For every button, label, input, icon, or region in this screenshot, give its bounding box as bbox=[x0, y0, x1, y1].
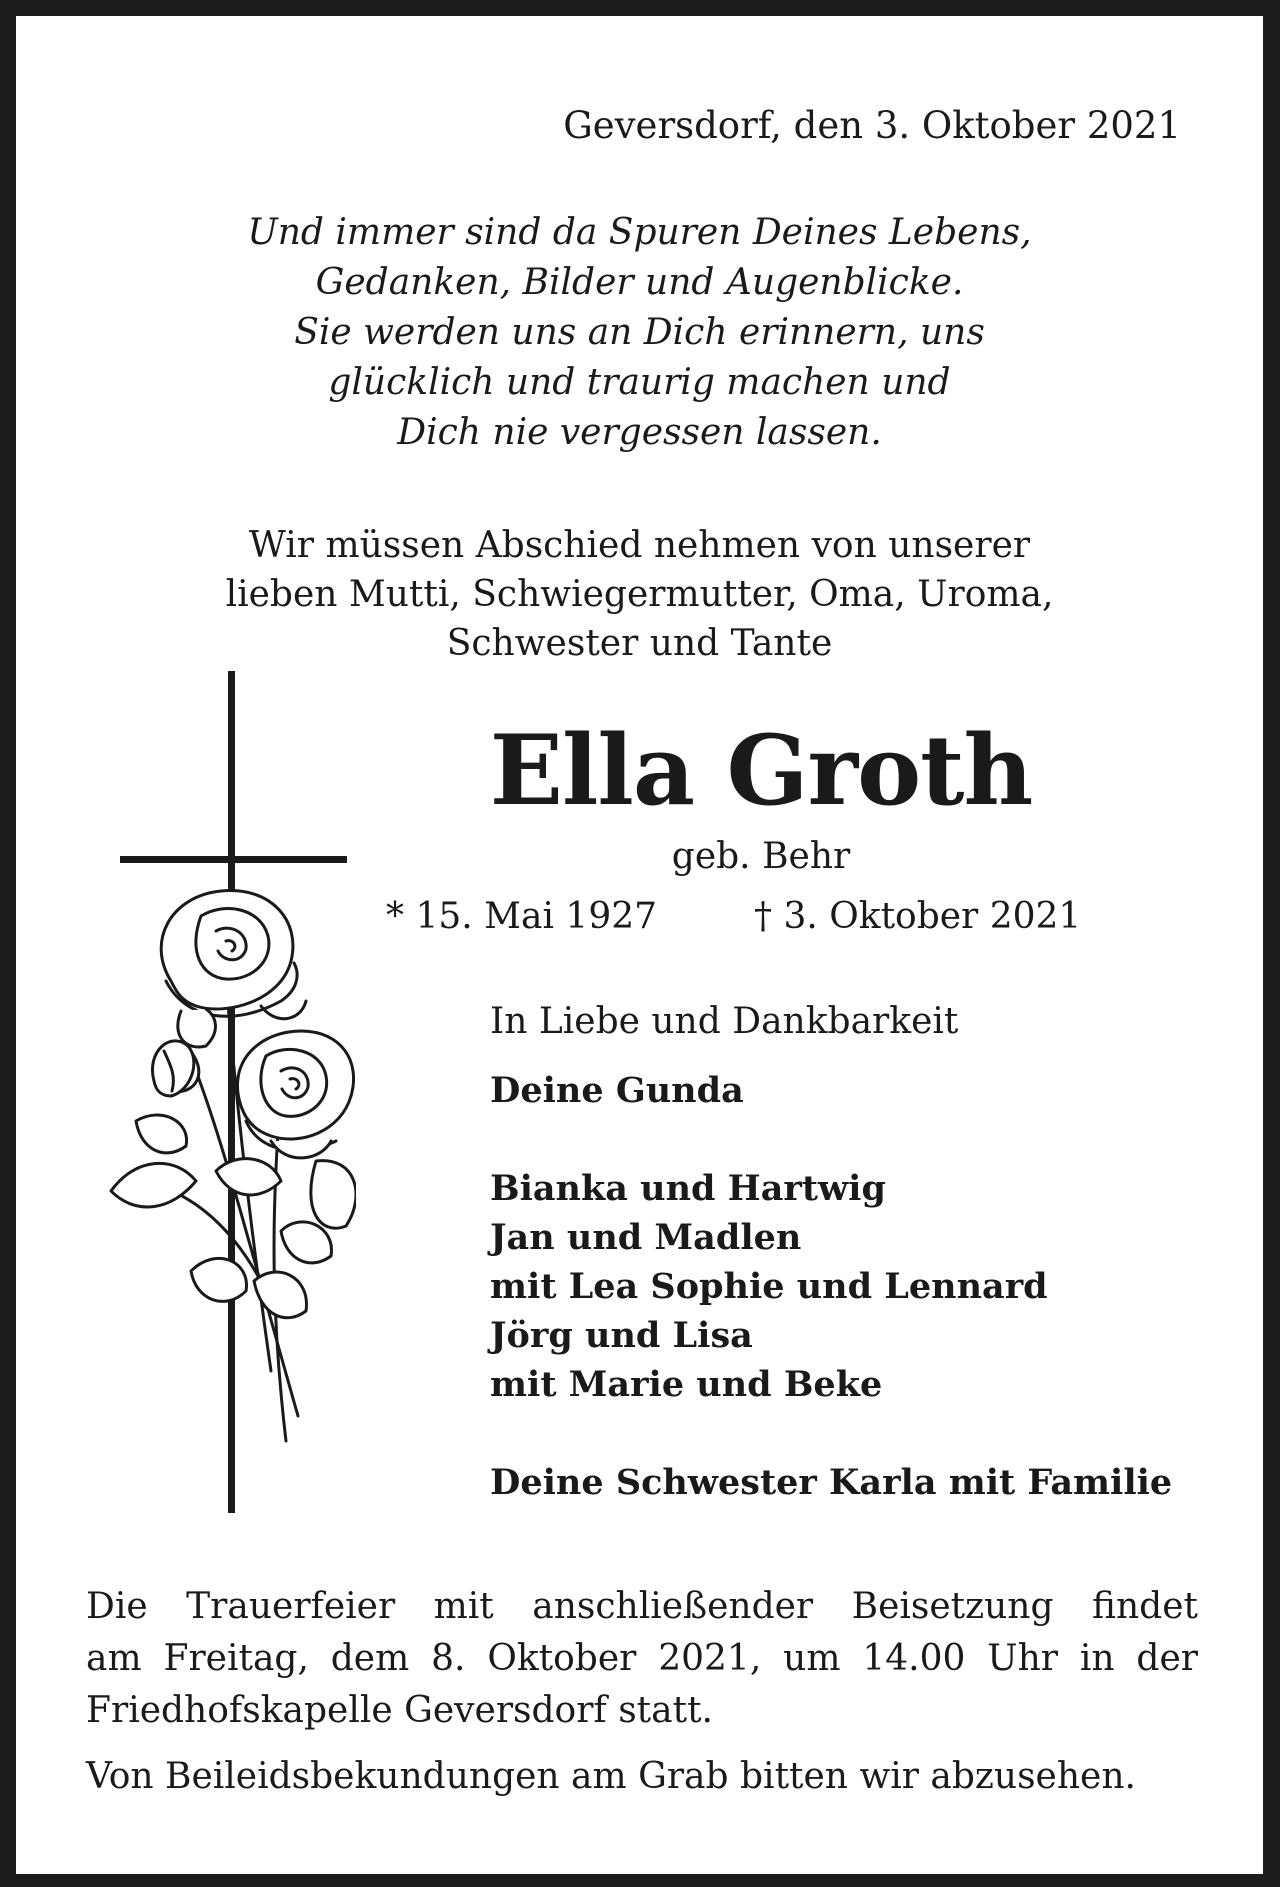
poem-line: Dich nie vergessen lassen. bbox=[397, 412, 882, 453]
poem-line: Und immer sind da Spuren Deines Lebens, bbox=[247, 212, 1032, 253]
farewell-text bbox=[16, 521, 1263, 668]
funeral-service-info bbox=[86, 1581, 1198, 1737]
service-line: Die Trauerfeier mit anschließender Beisetzung findet bbox=[86, 1586, 1198, 1627]
love-line: In Liebe und Dankbarkeit bbox=[490, 1001, 959, 1042]
mourner: Jan und Madlen bbox=[490, 1217, 802, 1258]
mourner: Bianka und Hartwig bbox=[490, 1168, 886, 1209]
mourner: mit Lea Sophie und Lennard bbox=[490, 1266, 1048, 1307]
service-line: Friedhofskapelle Geversdorf statt. bbox=[86, 1690, 713, 1731]
place-date: Geversdorf, den 3. Oktober 2021 bbox=[563, 104, 1181, 147]
obituary-notice bbox=[16, 16, 1263, 1874]
birth-date: * 15. Mai 1927 bbox=[386, 896, 658, 937]
condolence-note: Von Beileidsbekundungen am Grab bitten wir abzusehen. bbox=[86, 1756, 1136, 1797]
poem-line: Gedanken, Bilder und Augenblicke. bbox=[315, 262, 964, 303]
mourner: Jörg und Lisa bbox=[490, 1315, 753, 1356]
farewell-line: Wir müssen Abschied nehmen von unserer bbox=[248, 525, 1031, 566]
mourners-list bbox=[490, 1066, 1172, 1507]
maiden-name: geb. Behr bbox=[671, 836, 851, 877]
deceased-name: Ella Groth bbox=[489, 714, 1033, 827]
mourner: Deine Gunda bbox=[490, 1070, 744, 1111]
mourner: mit Marie und Beke bbox=[490, 1364, 883, 1405]
farewell-line: Schwester und Tante bbox=[446, 623, 833, 664]
poem-line: glücklich und traurig machen und bbox=[328, 362, 951, 403]
poem-line: Sie werden uns an Dich erinnern, uns bbox=[294, 312, 985, 353]
memorial-poem bbox=[16, 208, 1263, 458]
farewell-line: lieben Mutti, Schwiegermutter, Oma, Uroma, bbox=[225, 574, 1054, 615]
service-line: am Freitag, dem 8. Oktober 2021, um 14.00 Uhr in der bbox=[86, 1638, 1198, 1679]
mourner: Deine Schwester Karla mit Familie bbox=[490, 1462, 1173, 1503]
death-date: † 3. Oktober 2021 bbox=[754, 896, 1082, 937]
